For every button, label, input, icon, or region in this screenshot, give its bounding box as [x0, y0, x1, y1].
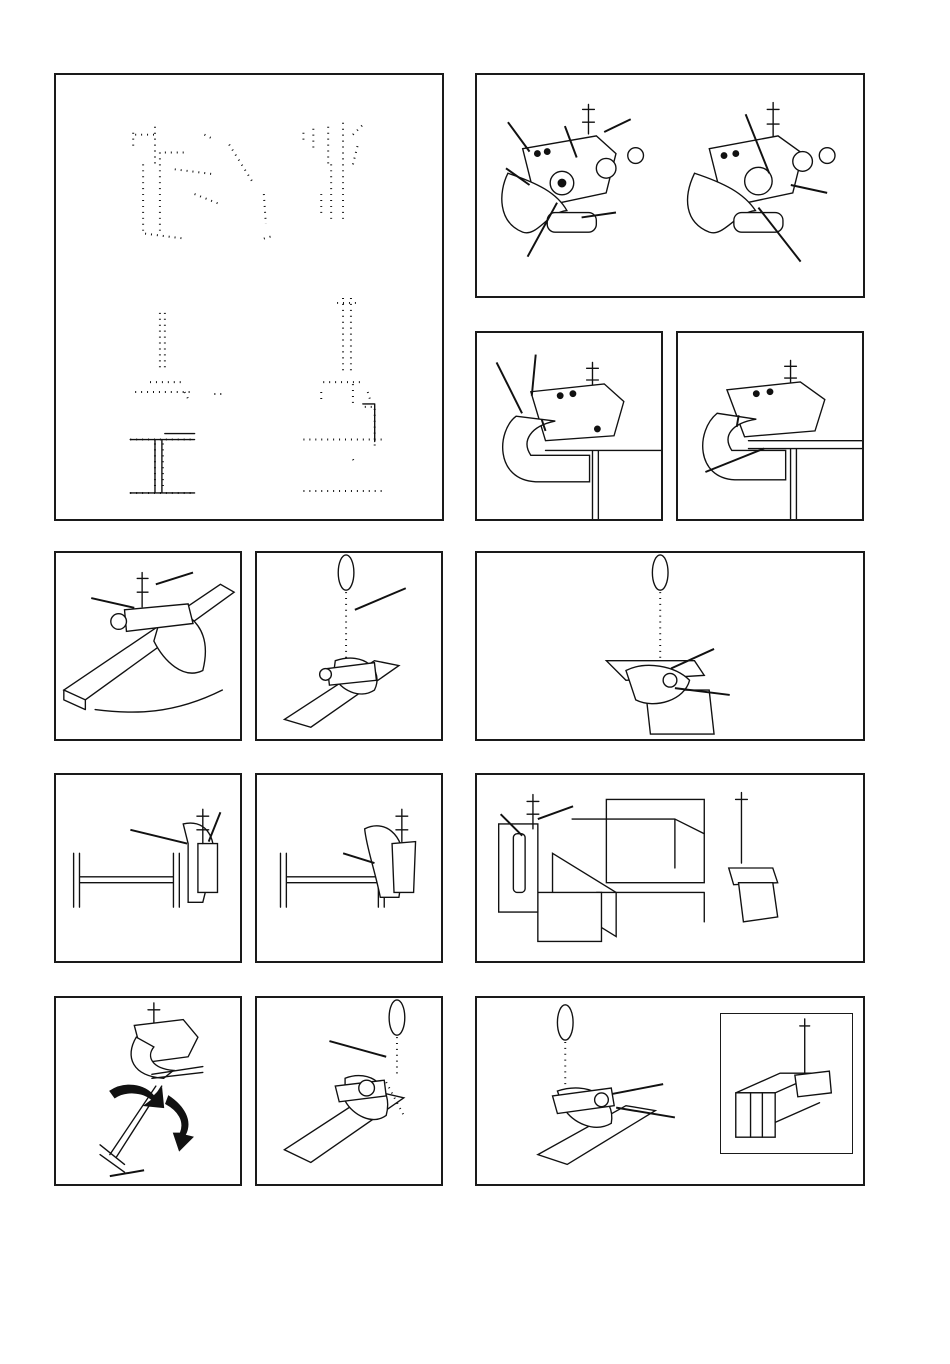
panel-ibeam-side: [54, 773, 242, 963]
closed-flange-svg: [678, 333, 862, 519]
inset-hbeam-svg: [721, 1014, 852, 1153]
open-jaw-svg: [477, 333, 661, 519]
clamp-parts-svg: [477, 75, 863, 296]
panel-plate-chain-sling: [255, 551, 443, 741]
panel-open-jaw: [475, 331, 663, 521]
hbeam-perspective-svg: [477, 775, 863, 961]
chain-wrapped-svg: [257, 998, 441, 1184]
ibeam-side-alt-svg: [257, 775, 441, 961]
panel-plate-chain-wide: [475, 551, 865, 741]
panel-plate-with-inset: [475, 996, 865, 1186]
rotation-warning-svg: [56, 998, 240, 1184]
panel-rotation-warning: [54, 996, 242, 1186]
plate-chain-wide-svg: [477, 553, 863, 739]
panel-dimension-drawings: [54, 73, 444, 521]
plate-shackle-svg: [56, 553, 240, 739]
panel-plate-shackle: [54, 551, 242, 741]
panel-ibeam-side-alt: [255, 773, 443, 963]
panel-clamp-parts: [475, 73, 865, 298]
panel-closed-flange: [676, 331, 864, 521]
dimension-drawings-svg: [56, 75, 442, 519]
ibeam-side-svg: [56, 775, 240, 961]
panel-hbeam-perspective: [475, 773, 865, 963]
inset-hbeam-panel: [720, 1013, 853, 1154]
plate-chain-sling-svg: [257, 553, 441, 739]
panel-chain-wrapped: [255, 996, 443, 1186]
rotate-arrow-icon: [110, 1085, 164, 1108]
